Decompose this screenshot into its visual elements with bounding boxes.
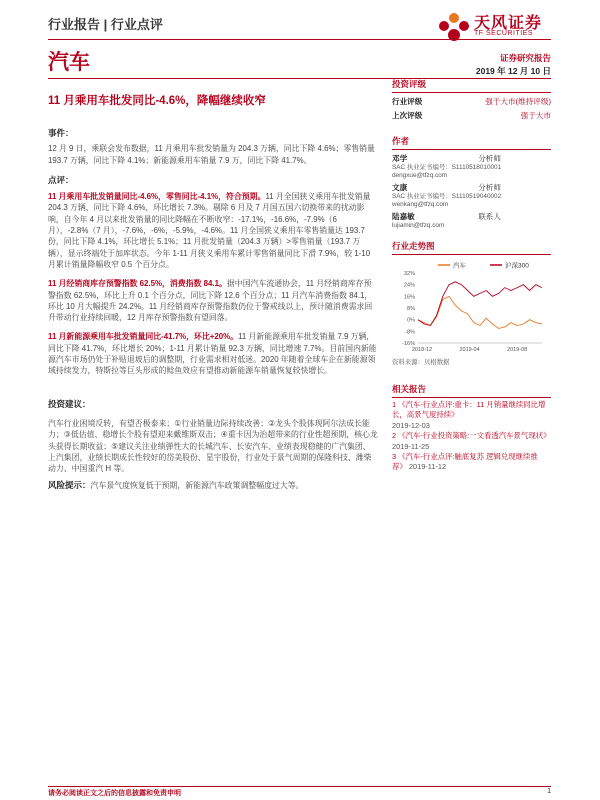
rating-label: 行业评级 bbox=[392, 97, 423, 106]
y-tick-label: -16% bbox=[402, 341, 415, 347]
related-report-item[interactable] bbox=[392, 400, 551, 431]
y-tick-label: 8% bbox=[407, 306, 415, 312]
author-email[interactable]: dengxue@tfzq.com bbox=[392, 172, 448, 179]
paragraph-nev-body: 11 月新能源乘用车批发销量 7.9 万辆，同比下降 41.7%，环比增长 20%；1-11 月累计销量 92.3 万辆，同比增速 7.7%。目前国内新能源汽车市场仍处于补贴退坡后的调整期，行业需求相对低迷。2020 年随着全球车企在新能源领域持续发力，特斯拉等巨头形成的鲶鱼效应有望推动新能源车销量恢复较快增长。 bbox=[48, 332, 377, 376]
author-role: 分析师 bbox=[478, 183, 501, 192]
chart-heading: 行业走势图 bbox=[392, 240, 551, 255]
paragraph-inventory bbox=[48, 278, 378, 323]
invest-heading: 投资建议： bbox=[48, 398, 91, 409]
comment-heading: 点评： bbox=[48, 174, 74, 185]
prev-rating-row bbox=[392, 110, 551, 121]
series-line bbox=[418, 282, 542, 326]
footer-disclaimer: 请务必阅读正文之后的信息披露和免责申明 bbox=[48, 790, 181, 797]
related-report-date: 2019-11-12 bbox=[408, 462, 447, 472]
rating-row bbox=[392, 96, 551, 107]
author-sac: SAC 执业证书编号：S1110519040002 bbox=[392, 193, 502, 200]
risk-text: 汽车景气度恢复低于预期，新能源汽车政策调整幅度过大等。 bbox=[90, 481, 304, 491]
related-report-item[interactable] bbox=[392, 452, 551, 473]
report-headline: 11 月乘用车批发同比-4.6%，降幅继续收窄 bbox=[48, 95, 266, 107]
author-email[interactable]: lujiamin@tfzq.com bbox=[392, 222, 445, 229]
author-entry bbox=[392, 182, 551, 209]
author-entry bbox=[392, 153, 551, 180]
event-heading: 事件： bbox=[48, 128, 74, 138]
page-number: 1 bbox=[547, 788, 551, 795]
invest-text: 汽车行业困境反转，有望否极泰来；①行业销量边际持续改善；②龙头个股体现阿尔法成长能力；③低估值、稳增长个股有望迎来戴维斯双击；④重卡因为治超带来的行业性超预期，核心龙头获得长期收益；⑤建议关注业绩弹性大的长城汽车、长安汽车、业绩表现稳健的广汽集团、上汽集团，业绩长期成长性较好的岱美股份、星宇股份，行业处于景气周期的保隆科技、潍柴动力、中国重汽 H 等。 bbox=[48, 418, 378, 474]
chart-source: 资料来源：贝格数据 bbox=[392, 359, 450, 366]
related-report-date: 2019-11-25 bbox=[392, 441, 430, 451]
header-divider bbox=[48, 39, 551, 40]
risk-heading: 风险提示： bbox=[48, 480, 91, 491]
x-tick-label: 2019-08 bbox=[507, 347, 528, 353]
logo-english-text: TF SECURITIES bbox=[474, 30, 534, 37]
paragraph-inventory-body: 据中国汽车流通协会，11 月经销商库存预警指数 62.5%，环比上升 0.1 个百分点，同比下降 12.6 个百分点；11 月汽车消费指数 84.1，环比 10 月大幅提升 24.2%。11 月经销商库存预警指数仍位于警戒线以上，预计随消费需求回升带动行业持续回暖，12 月库存预警指数有望回落。 bbox=[48, 279, 373, 323]
related-heading: 相关报告 bbox=[392, 383, 551, 398]
author-name: 邓学 bbox=[392, 154, 408, 163]
legend-label: 沪深300 bbox=[505, 262, 529, 270]
paragraph-nev-lead: 11 月新能源乘用车批发销量同比-41.7%，环比+20%。 bbox=[48, 332, 239, 342]
paragraph-nev bbox=[48, 331, 378, 376]
related-report-title[interactable]: 3 《汽车-行业点评:触底复苏 逻辑兑现继续推荐》 bbox=[392, 452, 538, 472]
event-text: 12 月 9 日，乘联会发布数据，11 月乘用车批发销量为 204.3 万辆，同比下降 4.6%；零售销量 193.7 万辆，同比下降 4.1%；新能源乘用车销量 7.9 万，同比下降 41.7%。 bbox=[48, 144, 375, 165]
industry-trend-chart bbox=[392, 257, 551, 357]
y-tick-label: 0% bbox=[407, 317, 415, 324]
risk-paragraph bbox=[48, 480, 378, 491]
x-tick-label: 2018-12 bbox=[411, 347, 433, 353]
prev-rating-value: 强于大市 bbox=[520, 111, 551, 120]
author-name: 陆嘉敏 bbox=[392, 212, 415, 221]
paragraph-sales-body: 11 月全国狭义乘用车批发销量 204.3 万辆，同比下降 4.6%，环比增长 7.3%。剔除 6 月及 7 月国五国六切换带来的扰动影响，自今年 4 月以来批发销量的同比降幅在不断收窄：-17.1%，-16.6%，-7.9%（6 月），-2.8%（7 月），-7.6%，-6%，-5.9%，-4.6%。11 月全国狭义乘用车零售销量达 193.7 份，同比下降 4.1%，环比增长 5.1%；11 月批发销量（204.3 万辆）>零售销量（193.7 万辆），显示终端处于加库状态。今年 1-11 月狭义乘用车累计零售销量同比下滑 7.9%，较 1-10 月累计销量降幅收窄 0.5 个百分点。 bbox=[48, 192, 371, 269]
related-report-date: 2019-12-03 bbox=[392, 420, 430, 430]
author-email[interactable]: wenkang@tfzq.com bbox=[392, 201, 449, 208]
paragraph-sales-lead: 11 月乘用车批发销量同比-4.6%，零售同比-4.1%，符合预期。 bbox=[48, 192, 266, 202]
y-tick-label: -8% bbox=[405, 329, 415, 336]
logo-chinese-text: 天风证券 bbox=[474, 15, 543, 32]
author-heading: 作者 bbox=[392, 135, 551, 150]
prev-rating-label: 上次评级 bbox=[392, 111, 423, 120]
paragraph-sales bbox=[48, 191, 378, 270]
author-role: 联系人 bbox=[478, 212, 501, 221]
y-tick-label: 32% bbox=[403, 271, 415, 277]
y-tick-label: 24% bbox=[403, 282, 415, 289]
series-line bbox=[418, 296, 542, 328]
report-type: 证券研究报告 bbox=[499, 53, 551, 63]
report-category-tag: 行业报告 | 行业点评 bbox=[48, 17, 163, 32]
industry-title: 汽车 bbox=[48, 51, 90, 74]
x-tick-label: 2019-04 bbox=[459, 347, 480, 353]
legend-label: 汽车 bbox=[453, 262, 466, 270]
footer-divider bbox=[48, 786, 551, 787]
author-entry bbox=[392, 211, 551, 230]
rating-heading: 投资评级 bbox=[392, 78, 551, 93]
related-report-item[interactable] bbox=[392, 431, 551, 452]
paragraph-inventory-lead: 11 月经销商库存预警指数 62.5%，消费指数 84.1。 bbox=[48, 279, 227, 289]
related-report-title[interactable]: 1 《汽车-行业点评:重卡：11 月销量继续同比增长，高景气度持续》 bbox=[392, 400, 546, 420]
sidebar bbox=[392, 78, 551, 473]
main-content bbox=[48, 128, 378, 492]
y-tick-label: 16% bbox=[403, 294, 415, 301]
author-name: 文康 bbox=[392, 183, 408, 192]
report-date: 2019 年 12 月 10 日 bbox=[475, 66, 551, 76]
related-report-title[interactable]: 2 《汽车-行业投资策略:一文看透汽车景气现状》 bbox=[392, 431, 551, 441]
author-sac: SAC 执业证书编号：S1110518010001 bbox=[392, 164, 502, 171]
rating-value: 强于大市(维持评级) bbox=[485, 97, 551, 106]
author-role: 分析师 bbox=[478, 154, 501, 163]
